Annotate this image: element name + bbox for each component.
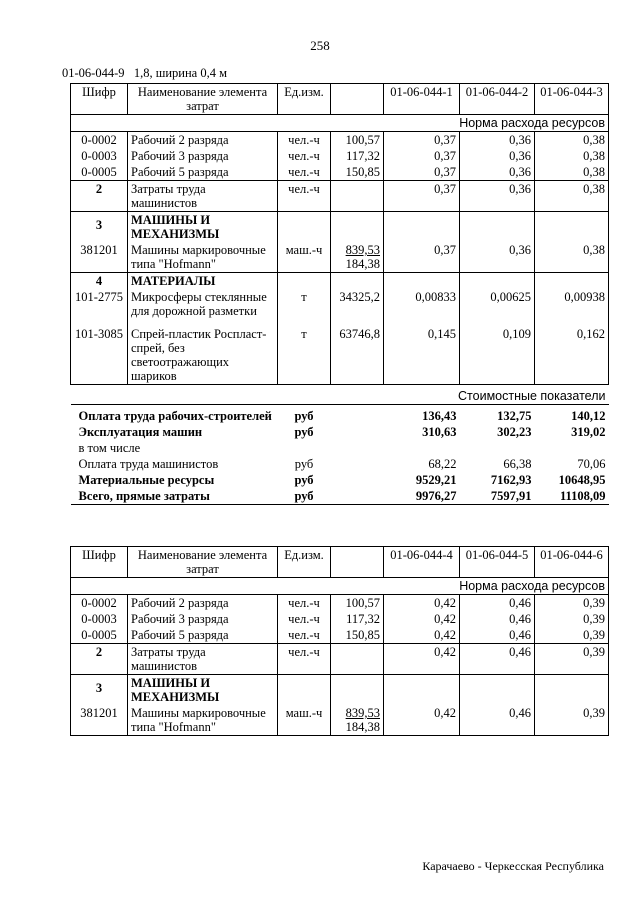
row-value-1: 0,42 [384,705,460,736]
header-col-3: 01-06-044-6 [535,547,609,578]
row-value-3: 0,39 [535,705,609,736]
header-col-3: 01-06-044-3 [535,84,609,115]
row-name: Спрей-пластик Роспласт-спрей, без светоотражающих шариков [128,319,278,385]
price-bottom: 184,38 [345,720,380,734]
row-name: Рабочий 3 разряда [128,148,278,164]
row-price: 150,85 [331,164,384,181]
row-unit: маш.-ч [278,705,331,736]
cost-row [71,472,609,488]
row-value-3: 0,38 [535,242,609,273]
cost-value-3: 140,12 [571,408,606,423]
machinists-row [71,181,609,212]
row-value-1: 0,42 [384,627,460,644]
row-unit: чел.-ч [278,595,331,612]
row-value-2: 0,36 [460,164,535,181]
table-row [71,595,609,612]
row-code: 0-0003 [71,611,128,627]
group-row-materials [71,273,609,290]
row-value-3: 0,39 [535,595,609,612]
row-price: 34325,2 [331,289,384,319]
row-price: 100,57 [331,132,384,149]
cost-row [71,440,609,456]
cost-label-row [71,385,609,405]
header-price [331,547,384,578]
row-code: 381201 [71,242,128,273]
machine-row [71,705,609,736]
row-price: 117,32 [331,611,384,627]
group-name: МАТЕРИАЛЫ [128,273,278,290]
header-col-2: 01-06-044-5 [460,547,535,578]
row-unit: чел.-ч [278,132,331,149]
row-value-1: 0,42 [384,644,460,675]
row-value-1: 0,42 [384,595,460,612]
material-row [71,289,609,319]
row-code: 101-3085 [71,319,128,385]
row-code: 0-0002 [71,595,128,612]
row-value-2: 0,36 [460,148,535,164]
table-row [71,611,609,627]
row-unit: чел.-ч [278,644,331,675]
cost-name: Оплата труда рабочих-строителей [78,408,272,423]
row-name: Рабочий 2 разряда [128,132,278,149]
price-top: 839,53 [345,243,380,257]
cost-label: Стоимостные показатели [71,385,609,405]
row-price: 63746,8 [331,319,384,385]
cost-value-1: 136,43 [422,408,457,423]
header-col-1: 01-06-044-4 [384,547,460,578]
header-col-1: 01-06-044-1 [384,84,460,115]
row-code: 2 [71,644,128,675]
row-name: Машины маркировочные типа "Hofmann" [128,705,278,736]
row-price [331,181,384,212]
norms-label-row [71,578,609,595]
row-code: 2 [71,181,128,212]
norms-table-2 [70,546,609,736]
row-value-3: 0,00938 [535,289,609,319]
cost-value-3: 319,02 [571,424,606,439]
row-value-1: 0,37 [384,132,460,149]
row-value-2: 0,36 [460,181,535,212]
price-bottom: 184,38 [345,257,380,271]
row-code: 0-0005 [71,627,128,644]
row-value-3: 0,39 [535,611,609,627]
cost-value-2: 132,75 [497,408,532,423]
cost-unit: руб [294,456,314,471]
norms-label-row [71,115,609,132]
cost-name: Всего, прямые затраты [71,488,278,505]
cost-row [71,456,609,472]
machinists-row [71,644,609,675]
cost-value-3: 70,06 [577,456,606,471]
table-row [71,148,609,164]
row-value-2: 0,46 [460,595,535,612]
row-name: Микросферы стеклянные для дорожной разметки [128,289,278,319]
row-unit: чел.-ч [278,611,331,627]
row-code: 0-0005 [71,164,128,181]
cost-row [71,408,609,424]
norms-label: Норма расхода ресурсов [71,578,609,595]
cost-name: Оплата труда машинистов [78,456,219,471]
row-value-2: 0,46 [460,705,535,736]
row-name: Рабочий 5 разряда [128,627,278,644]
row-value-2: 0,46 [460,644,535,675]
cost-name: Эксплуатация машин [78,424,203,439]
row-value-3: 0,38 [535,164,609,181]
norms-label: Норма расхода ресурсов [71,115,609,132]
table-row [71,164,609,181]
row-code: 0-0003 [71,148,128,164]
row-value-3: 0,38 [535,148,609,164]
row-value-1: 0,37 [384,242,460,273]
table-header-row [71,84,609,115]
cost-value-2: 302,23 [497,424,532,439]
cost-value-1: 9976,27 [384,488,460,505]
cost-unit: руб [294,408,314,423]
row-unit: чел.-ч [278,627,331,644]
row-value-2: 0,46 [460,611,535,627]
cost-row [71,424,609,440]
cost-name: Материальные ресурсы [78,472,215,487]
header-unit: Ед.изм. [278,84,331,115]
row-code: 101-2775 [71,289,128,319]
row-value-2: 0,109 [460,319,535,385]
row-name: Машины маркировочные типа "Hofmann" [128,242,278,273]
row-value-1: 0,145 [384,319,460,385]
row-name: Рабочий 5 разряда [128,164,278,181]
group-code: 3 [71,212,128,243]
group-row-machines [71,212,609,243]
header-col-2: 01-06-044-2 [460,84,535,115]
table-header-row [71,547,609,578]
row-unit: т [278,289,331,319]
row-value-2: 0,36 [460,242,535,273]
row-value-1: 0,37 [384,164,460,181]
row-value-3: 0,38 [535,181,609,212]
group-row-machines [71,675,609,706]
row-price [331,705,384,736]
row-name: Затраты труда машинистов [128,181,278,212]
norms-table-1 [70,83,609,505]
cost-value-1: 310,63 [422,424,457,439]
group-code: 3 [71,675,128,706]
cost-name: в том числе [78,440,141,455]
row-unit: т [278,319,331,385]
cost-value-2: 7597,91 [460,488,535,505]
row-value-2: 0,46 [460,627,535,644]
group-name: МАШИНЫ И МЕХАНИЗМЫ [128,212,278,243]
row-value-1: 0,37 [384,181,460,212]
header-code: Шифр [71,84,128,115]
footer-region: Карачаево - Черкесская Республика [422,859,604,873]
cost-row [71,488,609,505]
machine-row [71,242,609,273]
cost-value-1: 9529,21 [415,472,457,487]
cost-value-2: 7162,93 [490,472,532,487]
row-value-3: 0,39 [535,644,609,675]
row-value-2: 0,00625 [460,289,535,319]
row-value-3: 0,38 [535,132,609,149]
row-value-1: 0,37 [384,148,460,164]
row-value-2: 0,36 [460,132,535,149]
row-unit: чел.-ч [278,148,331,164]
price-top: 839,53 [345,706,380,720]
cost-value-2: 66,38 [503,456,532,471]
row-unit: маш.-ч [278,242,331,273]
row-value-1: 0,42 [384,611,460,627]
row-unit: чел.-ч [278,164,331,181]
row-price: 117,32 [331,148,384,164]
row-code: 0-0002 [71,132,128,149]
page-number: 258 [310,38,330,53]
cost-unit: руб [294,424,314,439]
group-code: 4 [71,273,128,290]
row-price [331,644,384,675]
row-value-3: 0,162 [535,319,609,385]
cost-unit: руб [278,488,331,505]
row-price [331,242,384,273]
row-value-3: 0,39 [535,627,609,644]
row-price: 150,85 [331,627,384,644]
cost-value-3: 11108,09 [535,488,609,505]
row-code: 381201 [71,705,128,736]
row-unit: чел.-ч [278,181,331,212]
cost-unit: руб [294,472,314,487]
header-price [331,84,384,115]
row-value-1: 0,00833 [384,289,460,319]
table-row [71,627,609,644]
row-name: Рабочий 2 разряда [128,595,278,612]
material-row [71,319,609,385]
header-name: Наименование элемента затрат [128,84,278,115]
header-unit: Ед.изм. [278,547,331,578]
table-row [71,132,609,149]
cost-value-3: 10648,95 [558,472,606,487]
group-name: МАШИНЫ И МЕХАНИЗМЫ [128,675,278,706]
section-header: 01-06-044-9 1,8, ширина 0,4 м [62,66,228,80]
header-code: Шифр [71,547,128,578]
row-name: Рабочий 3 разряда [128,611,278,627]
cost-value-1: 68,22 [428,456,457,471]
row-name: Затраты труда машинистов [128,644,278,675]
header-name: Наименование элемента затрат [128,547,278,578]
row-price: 100,57 [331,595,384,612]
